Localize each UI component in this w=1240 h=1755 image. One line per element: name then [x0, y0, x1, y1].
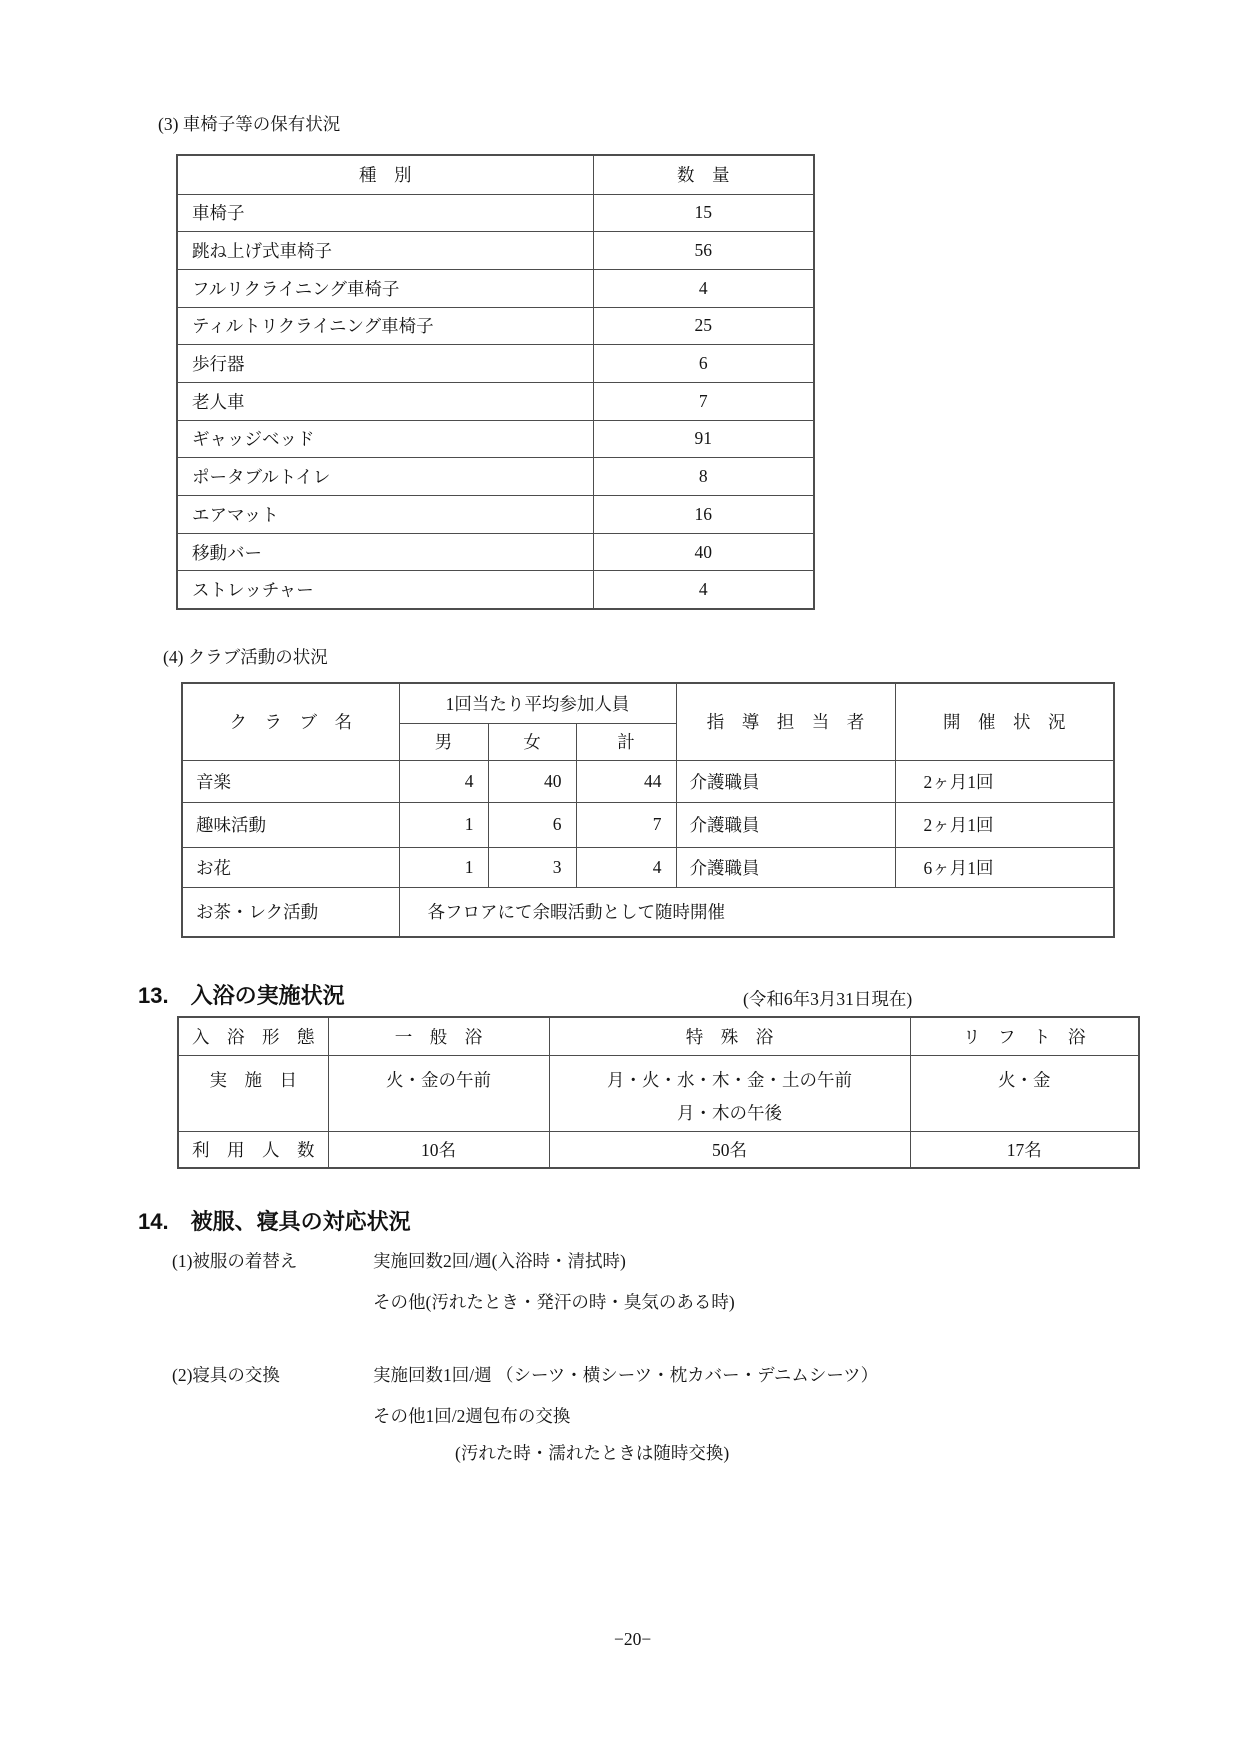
equipment-name: 歩行器	[177, 345, 593, 383]
bedding-change-label: (2)寝具の交換	[172, 1365, 280, 1385]
table-row	[177, 307, 814, 345]
equipment-name: ギャッジベッド	[177, 420, 593, 458]
club-male: 1	[399, 847, 488, 887]
bedding-change-line2: その他1回/2週包布の交換	[373, 1406, 571, 1426]
days-row-label: 実 施 日	[178, 1055, 328, 1131]
equipment-qty: 15	[593, 194, 814, 232]
general-bath-users: 10名	[328, 1131, 549, 1168]
equipment-name: 車椅子	[177, 194, 593, 232]
table-row	[177, 232, 814, 270]
table-header-row	[177, 155, 814, 194]
section13-heading	[138, 982, 345, 1010]
equipment-name: 老人車	[177, 382, 593, 420]
users-row-label: 利 用 人 数	[178, 1131, 328, 1168]
col-header-total: 計	[576, 723, 676, 760]
club-leader: 介護職員	[676, 847, 895, 887]
equipment-qty: 40	[593, 533, 814, 571]
table-header-row	[182, 683, 1114, 723]
equipment-qty: 4	[593, 571, 814, 609]
equipment-qty: 91	[593, 420, 814, 458]
col-header-general-bath: 一 般 浴	[328, 1017, 549, 1055]
col-header-average: 1回当たり平均参加人員	[399, 683, 676, 723]
bedding-change-line1: 実施回数1回/週 （シーツ・横シーツ・枕カバー・デニムシーツ）	[373, 1365, 879, 1385]
equipment-qty: 16	[593, 496, 814, 534]
table-row	[177, 345, 814, 383]
bedding-change-line3: (汚れた時・濡れたときは随時交換)	[455, 1443, 730, 1463]
table-row	[182, 760, 1114, 802]
special-bath-days-line2: 月・木の午後	[677, 1102, 782, 1123]
club-name: お茶・レク活動	[182, 887, 399, 937]
section14-title: 被服、寝具の対応状況	[190, 1209, 411, 1234]
clothing-change-line2: その他(汚れたとき・発汗の時・臭気のある時)	[373, 1292, 735, 1312]
col-header-female: 女	[488, 723, 576, 760]
col-header-qty: 数 量	[593, 155, 814, 194]
club-schedule: 2ヶ月1回	[895, 802, 1114, 847]
section3-title: (3) 車椅子等の保有状況	[158, 114, 341, 134]
col-header-schedule: 開 催 状 況	[895, 683, 1114, 760]
club-table	[181, 682, 1115, 938]
table-row	[177, 571, 814, 609]
general-bath-days: 火・金の午前	[328, 1055, 549, 1131]
table-row	[182, 802, 1114, 847]
equipment-name: 移動バー	[177, 533, 593, 571]
table-row	[177, 496, 814, 534]
date-note: (令和6年3月31日現在)	[743, 989, 913, 1009]
special-bath-days	[549, 1055, 910, 1131]
section13-number: 13.	[138, 983, 169, 1008]
club-male: 4	[399, 760, 488, 802]
special-bath-days-line1: 月・火・水・木・金・土の午前	[607, 1069, 852, 1090]
club-female: 6	[488, 802, 576, 847]
table-header-row	[178, 1017, 1139, 1055]
section13-title: 入浴の実施状況	[190, 983, 345, 1008]
club-total: 7	[576, 802, 676, 847]
col-header-club: ク ラ ブ 名	[182, 683, 399, 760]
table-row	[177, 269, 814, 307]
equipment-qty: 25	[593, 307, 814, 345]
col-header-male: 男	[399, 723, 488, 760]
equipment-qty: 7	[593, 382, 814, 420]
table-row	[177, 458, 814, 496]
col-header-leader: 指 導 担 当 者	[676, 683, 895, 760]
bathing-table	[177, 1016, 1140, 1169]
club-schedule: 6ヶ月1回	[895, 847, 1114, 887]
lift-bath-days: 火・金	[910, 1055, 1139, 1131]
equipment-name: ストレッチャー	[177, 571, 593, 609]
club-female: 40	[488, 760, 576, 802]
section4-title: (4) クラブ活動の状況	[163, 647, 328, 667]
col-header-special-bath: 特 殊 浴	[549, 1017, 910, 1055]
special-bath-users: 50名	[549, 1131, 910, 1168]
equipment-qty: 6	[593, 345, 814, 383]
equipment-qty: 4	[593, 269, 814, 307]
table-row	[182, 887, 1114, 937]
equipment-qty: 56	[593, 232, 814, 270]
club-leader: 介護職員	[676, 802, 895, 847]
table-row-days	[178, 1055, 1139, 1131]
equipment-name: ティルトリクライニング車椅子	[177, 307, 593, 345]
equipment-name: エアマット	[177, 496, 593, 534]
col-header-lift-bath: リ フ ト 浴	[910, 1017, 1139, 1055]
club-schedule: 2ヶ月1回	[895, 760, 1114, 802]
equipment-name: 跳ね上げ式車椅子	[177, 232, 593, 270]
equipment-table	[176, 154, 815, 610]
club-name: 音楽	[182, 760, 399, 802]
club-male: 1	[399, 802, 488, 847]
lift-bath-users: 17名	[910, 1131, 1139, 1168]
table-row	[177, 533, 814, 571]
section14-number: 14.	[138, 1209, 169, 1234]
equipment-qty: 8	[593, 458, 814, 496]
table-row	[177, 194, 814, 232]
club-note: 各フロアにて余暇活動として随時開催	[399, 887, 1114, 937]
club-total: 4	[576, 847, 676, 887]
equipment-name: フルリクライニング車椅子	[177, 269, 593, 307]
col-header-type: 種 別	[177, 155, 593, 194]
club-leader: 介護職員	[676, 760, 895, 802]
club-name: 趣味活動	[182, 802, 399, 847]
club-name: お花	[182, 847, 399, 887]
table-row	[182, 847, 1114, 887]
col-header-bath-type: 入 浴 形 態	[178, 1017, 328, 1055]
clothing-change-line1: 実施回数2回/週(入浴時・清拭時)	[373, 1251, 626, 1271]
clothing-change-label: (1)被服の着替え	[172, 1251, 298, 1271]
equipment-name: ポータブルトイレ	[177, 458, 593, 496]
club-total: 44	[576, 760, 676, 802]
table-row-users	[178, 1131, 1139, 1168]
table-row	[177, 382, 814, 420]
club-female: 3	[488, 847, 576, 887]
page-number: −20−	[614, 1629, 652, 1649]
table-row	[177, 420, 814, 458]
section14-heading	[138, 1208, 411, 1236]
